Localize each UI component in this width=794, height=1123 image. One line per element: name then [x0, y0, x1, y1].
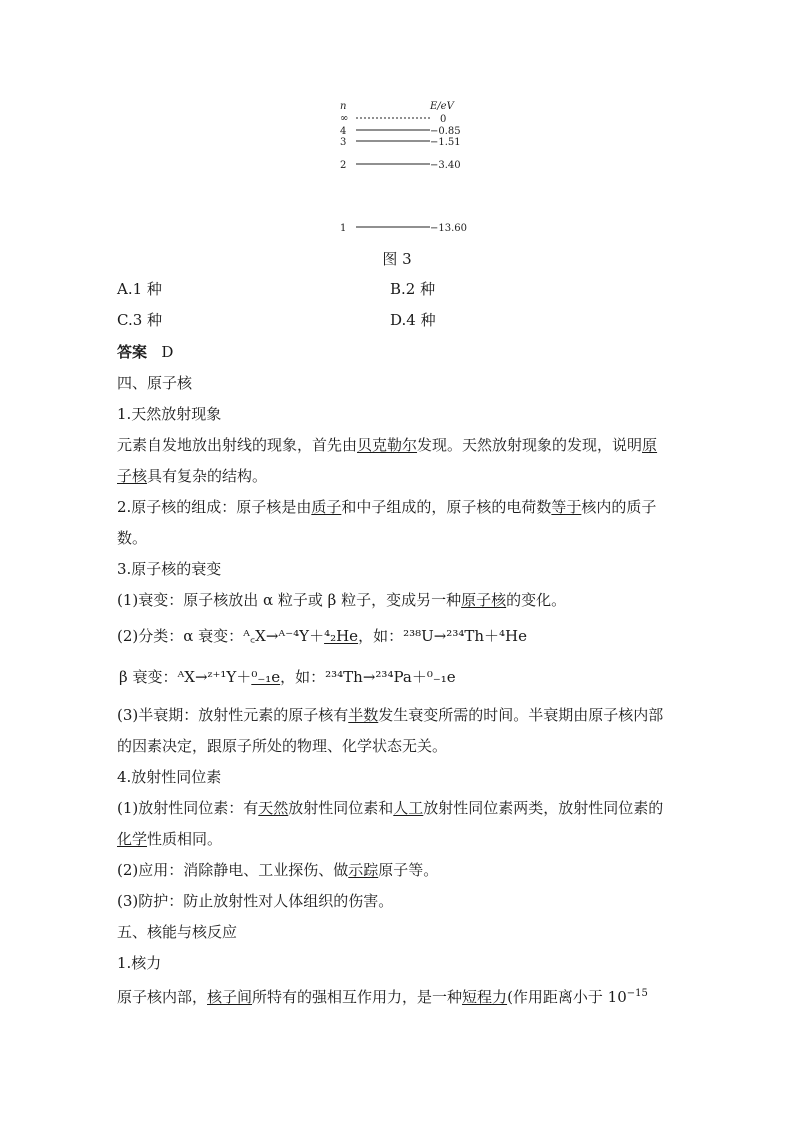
level-n-inf: ∞	[340, 113, 349, 124]
text-span: 所特有的强相互作用力，是一种	[252, 988, 463, 1006]
electron-term: ⁰₋₁e	[251, 668, 281, 686]
level-n-2: 2	[340, 160, 347, 171]
level-e-1: −13.60	[430, 223, 468, 234]
text-span: 性质相同。	[147, 830, 223, 848]
text-span: (2)分类：α 衰变：	[117, 627, 244, 645]
underlined-term: 子核	[117, 467, 148, 485]
option-d: D.4 种	[390, 311, 436, 329]
underlined-term: 原	[642, 436, 658, 454]
paragraph-4-1-line1	[117, 435, 697, 455]
text-span: 2.原子核的组成：原子核是由	[117, 498, 312, 516]
text-span: (3)半衰期：放射性元素的原子核有	[117, 706, 349, 724]
diagram-n-label: n	[340, 101, 347, 112]
subsection-5-1-title: 1.核力	[117, 954, 162, 972]
paragraph-5-1-line1	[117, 984, 697, 1007]
underlined-term: 核子间	[207, 988, 253, 1006]
subsection-4-1-title: 1.天然放射现象	[117, 405, 222, 423]
option-b: B.2 种	[390, 280, 436, 298]
level-n-3: 3	[340, 137, 347, 148]
text-span: 元素自发地放出射线的现象，首先由	[117, 436, 358, 454]
underlined-term: 等于	[551, 498, 582, 516]
diagram-e-label: E/eV	[430, 101, 454, 112]
paragraph-4-1-line2	[117, 466, 697, 486]
paragraph-4-4-1-line1	[117, 798, 697, 818]
underlined-term: 人工	[393, 799, 424, 817]
level-e-3: −1.51	[430, 137, 461, 148]
underlined-term: 短程力	[462, 988, 508, 1006]
level-e-4: −0.85	[430, 126, 461, 137]
answer-line	[117, 342, 697, 362]
text-span: 核内的质子	[581, 498, 657, 516]
text-span: β 衰变：	[119, 668, 178, 686]
paragraph-4-4-3: (3)防护：防止放射性对人体组织的伤害。	[117, 892, 394, 910]
paragraph-4-3-2-alpha	[117, 626, 697, 646]
paragraph-4-3-1	[117, 590, 697, 610]
energy-level-diagram	[330, 98, 490, 238]
underlined-term: 贝克勒尔	[357, 436, 418, 454]
level-e-2: −3.40	[430, 160, 461, 171]
text-span: (1)放射性同位素：有	[117, 799, 259, 817]
exponent: −15	[626, 988, 648, 999]
underlined-term: 半数	[348, 706, 379, 724]
text-span: (2)应用：消除静电、工业探伤、做	[117, 861, 349, 879]
underlined-term: 天然	[258, 799, 289, 817]
text-span: 原子等。	[378, 861, 439, 879]
text-span: (作用距离小于 10	[507, 988, 627, 1006]
text-span: 放射性同位素和	[288, 799, 394, 817]
paragraph-4-4-2	[117, 860, 697, 880]
underlined-term: 质子	[311, 498, 342, 516]
underlined-term: 化学	[117, 830, 148, 848]
text-span: 放射性同位素两类，放射性同位素的	[423, 799, 664, 817]
option-c: C.3 种	[117, 311, 163, 329]
beta-decay-formula: ᴬX→ᶻ⁺¹Y＋	[177, 668, 252, 686]
text-span: 原子核内部，	[117, 988, 208, 1006]
helium-term: ⁴₂He	[324, 627, 359, 645]
paragraph-4-3-3-line1	[117, 705, 697, 725]
level-n-4: 4	[340, 126, 347, 137]
level-n-1: 1	[340, 223, 347, 234]
answer-value: D	[161, 343, 174, 361]
paragraph-4-3-3-line2: 的因素决定，跟原子所处的物理、化学状态无关。	[117, 737, 448, 755]
paragraph-4-2-line1	[117, 497, 697, 517]
underlined-term: 示踪	[348, 861, 379, 879]
underlined-term: 原子核	[461, 591, 507, 609]
text-span: 具有复杂的结构。	[147, 467, 268, 485]
figure-caption: 图 3	[382, 250, 412, 268]
level-e-inf: 0	[440, 114, 447, 125]
paragraph-4-4-1-line2	[117, 829, 697, 849]
option-a: A.1 种	[117, 280, 162, 298]
subsection-4-3-title: 3.原子核的衰变	[117, 560, 222, 578]
alpha-decay-example: ，如：²³⁸U→²³⁴Th＋⁴He	[358, 627, 527, 645]
energy-level-svg	[330, 98, 490, 238]
alpha-decay-formula: ᴬ꜀X→ᴬ⁻⁴Y＋	[243, 627, 325, 645]
text-span: 发现。天然放射现象的发现，说明	[417, 436, 643, 454]
text-span: 发生衰变所需的时间。半衰期由原子核内部	[378, 706, 664, 724]
text-span: 的变化。	[506, 591, 567, 609]
paragraph-4-3-2-beta	[119, 667, 699, 687]
text-span: 和中子组成的，原子核的电荷数	[341, 498, 552, 516]
text-span: (1)衰变：原子核放出 α 粒子或 β 粒子，变成另一种	[117, 591, 462, 609]
section-4-heading: 四、原子核	[117, 374, 193, 392]
section-5-heading: 五、核能与核反应	[117, 923, 238, 941]
paragraph-4-2-line2: 数。	[117, 529, 148, 547]
beta-decay-example: ，如：²³⁴Th→²³⁴Pa＋⁰₋₁e	[280, 668, 456, 686]
subsection-4-4-title: 4.放射性同位素	[117, 768, 222, 786]
answer-label: 答案	[117, 343, 148, 361]
